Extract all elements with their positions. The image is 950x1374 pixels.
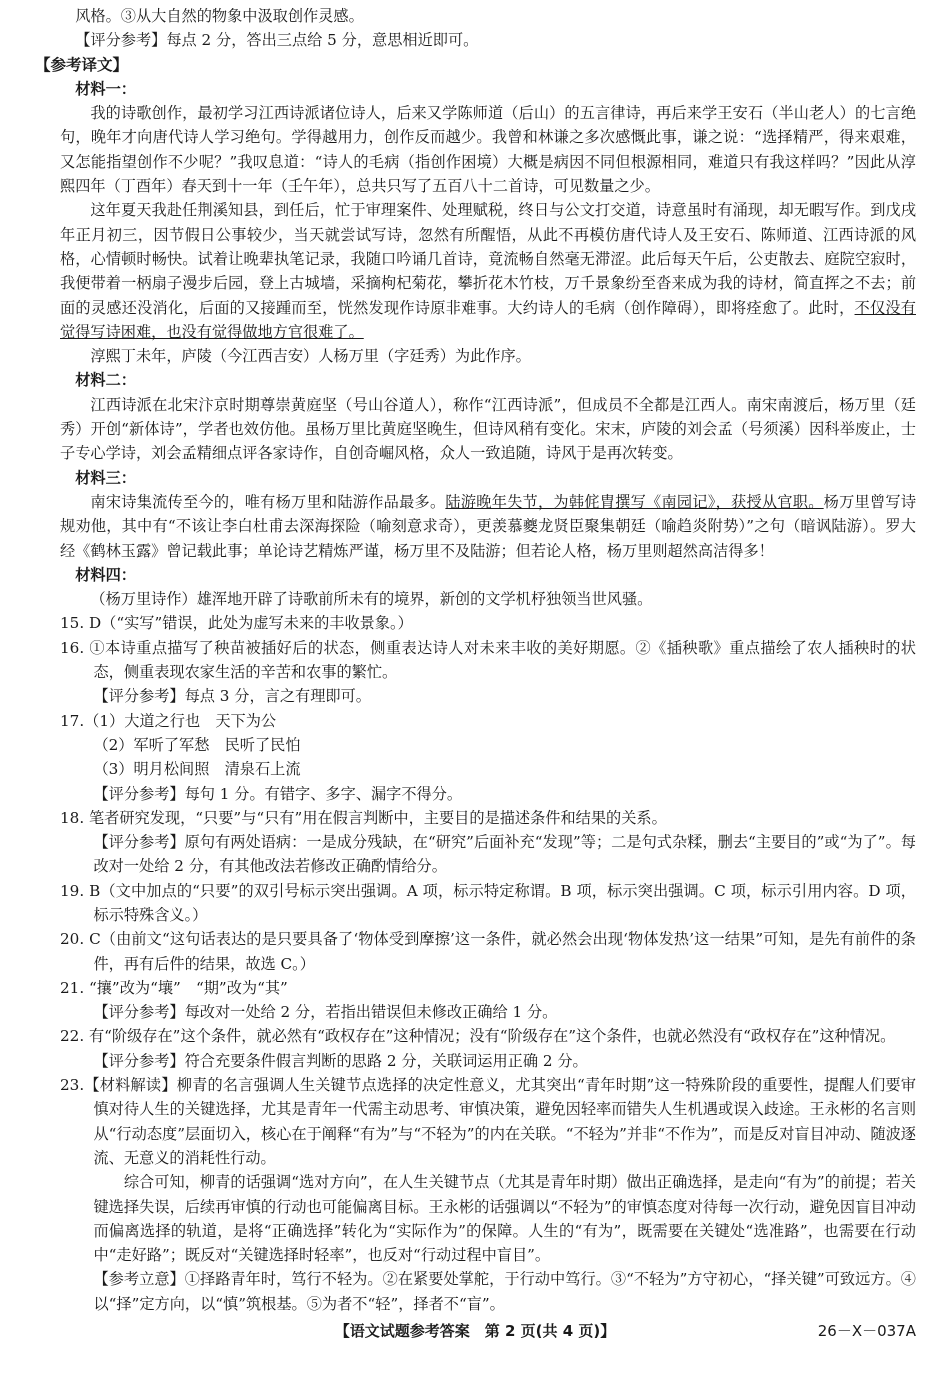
- answer-21: 21. “攘”改为“壤” “期”改为“其”: [60, 978, 288, 997]
- underlined-sentence: 不仅没有觉得写诗困难，也没有觉得做地方官很难了。: [60, 298, 916, 341]
- paragraph: 淳熙丁未年，庐陵（今江西吉安）人杨万里（字廷秀）为此作序。: [90, 347, 531, 366]
- answer-22: 22. 有“阶级存在”这个条件，就必然有“政权存在”这种情况；没有“阶级存在”这个条件，也就必然没有“政权存在”这种情况。: [60, 1027, 896, 1046]
- scoring-note: 【评分参考】每点 2 分，答出三点给 5 分，意思相近即可。: [75, 31, 479, 50]
- answer-17-item: （3）明月松间照 清泉石上流: [93, 760, 301, 779]
- material-title: 材料四：: [75, 565, 136, 584]
- material-title: 材料二：: [75, 371, 136, 390]
- answer-17: 17.（1）大道之行也 天下为公: [60, 711, 277, 730]
- answer-page: [35, 4, 917, 1316]
- scoring-note: 【评分参考】原句有两处语病：一是成分残缺，在“研究”后面补充“发现”等；二是句式杂糅，删去“主要目的”或“为了”。每改对一处给 2 分，有其他改法若修改正确酌情给分。: [93, 833, 916, 876]
- scoring-note: 【评分参考】符合充要条件假言判断的思路 2 分，关联词运用正确 2 分。: [93, 1051, 588, 1070]
- answer-18: 18. 笔者研究发现，“只要”与“只有”用在假言判断中，主要目的是描述条件和结果的关系。: [60, 808, 667, 827]
- underlined-sentence: 陆游晚年失节，为韩侂胄撰写《南园记》，获授从官职。: [445, 492, 824, 511]
- scoring-note: 【评分参考】每点 3 分，言之有理即可。: [93, 687, 371, 706]
- answer-20: 20. C（由前文“这句话表达的是只要具备了‘物体受到摩擦’这一条件，就必然会出现‘物体发热’这一结果”可知，是先有前件的条件，再有后件的结果，故选 C。）: [60, 930, 916, 973]
- section-heading: 【参考译文】: [35, 55, 129, 74]
- footer-code: 26－X－037A: [817, 1322, 916, 1340]
- paragraph: 我的诗歌创作，最初学习江西诗派诸位诗人，后来又学陈师道（后山）的五言律诗，再后来学王安石（半山老人）的七言绝句，晚年才向唐代诗人学习绝句。学得越用力，创作反而越少。我曾和林谦之多次感慨此事，谦之说：“选择精严，得来艰难，又怎能指望创作不少呢？”我叹息道：“诗人的毛病（指创作困境）大概是病因不同但根源相同，难道只有我这样吗？”因此从淳熙四年（丁酉年）春天到十一年（壬午年），总共只写了五百八十二首诗，可见数量之少。: [60, 104, 916, 196]
- paragraph: 综合可知，柳青的话强调“选对方向”，在人生关键节点（尤其是青年时期）做出正确选择，是走向“有为”的前提；若关键选择失误，后续再审慎的行动也可能偏离目标。王永彬的话强调以“不轻为”的审慎态度对待每一次行动，避免因盲目冲动而偏离选择的轨道，是将“正确选择”转化为“实际作为”的保障。人生的“有为”，既需要在关键处“选准路”，也需要在行动中“走好路”；既反对“关键选择时轻率”，也反对“行动过程中盲目”。: [93, 1173, 916, 1265]
- paragraph: [60, 490, 916, 563]
- page-footer: [0, 1320, 950, 1350]
- answer-16: 16. ①本诗重点描写了秧苗被插好后的状态，侧重表达诗人对未来丰收的美好期愿。②《插秧歌》重点描绘了农人插秧时的状态，侧重表现农家生活的辛苦和农事的繁忙。: [60, 638, 916, 682]
- paragraph: 江西诗派在北宋汴京时期尊崇黄庭坚（号山谷道人），称作“江西诗派”，但成员不全都是江西人。南宋南渡后，杨万里（廷秀）开创“新体诗”，学者也效仿他。虽杨万里比黄庭坚晚生，但诗风稍有变化。宋末，庐陵的刘会孟（号须溪）因科举废止，士子专心学诗，刘会孟精细点评各家诗作，自创奇崛风格，众人一致追随，诗风于是再次转变。: [60, 395, 916, 463]
- answer-17-item: （2）军听了军愁 民听了民怕: [93, 735, 301, 754]
- answer-19: 19. B（文中加点的“只要”的双引号标示突出强调。A 项，标示特定称谓。B 项，标示突出强调。C 项，标示引用内容。D 项，标示特殊含义。）: [60, 881, 916, 924]
- paragraph: （杨万里诗作）雄浑地开辟了诗歌前所未有的境界，新创的文学机杼独领当世风骚。: [90, 590, 653, 609]
- paragraph-text: 杨万里曾写诗规劝他，其中有“不该让李白杜甫去深海探险（喻刻意求奇），更羡慕夔龙贤臣聚集朝廷（喻趋炎附势）”之句（暗讽陆游）。罗大经《鹤林玉露》曾记载此事；单论诗艺精炼严谨，杨万里不及陆游；但若论人格，杨万里则超然高洁得多！: [60, 492, 917, 560]
- footer-title: 【语文试题参考答案 第 2 页(共 4 页)】: [334, 1322, 616, 1340]
- material-title: 材料一：: [75, 79, 136, 98]
- material-title: 材料三：: [75, 468, 136, 487]
- reference-ideas: 【参考立意】①择路青年时，笃行不轻为。②在紧要处掌舵，于行动中笃行。③“不轻为”方守初心，“择关键”可致远方。④以“择”定方向，以“慎”筑根基。⑤为者不“轻”，择者不“盲”。: [93, 1270, 916, 1313]
- answer-15: 15. D（“实写”错误，此处为虚写未来的丰收景象。）: [60, 614, 413, 633]
- scoring-note: 【评分参考】每改对一处给 2 分，若指出错误但未修改正确给 1 分。: [93, 1003, 558, 1022]
- paragraph-text: 这年夏天我赴任荆溪知县，到任后，忙于审理案件、处理赋税，终日与公文打交道，诗意虽时有涌现，却无暇写作。到戊戌年正月初三，因节假日公事较少，当天就尝试写诗，忽然有所醒悟，从此不再模仿唐代诗人及王安石、陈师道、江西诗派的风格，心情顿时畅快。试着让晚辈执笔记录，我随口吟诵几首诗，竟流畅自然毫无滞涩。此后每天午后，公吏散去、庭院空寂时，我便带着一柄扇子漫步后园，登上古城墙，采摘枸杞菊花，攀折花木竹枝，万千景象纷至沓来成为我的诗材，简直挥之不去；前面的灵感还没消化，后面的又接踵而至，恍然发现作诗原非难事。大约诗人的毛病（创作障碍），即将痊愈了。此时，: [60, 201, 916, 317]
- paragraph-text: 南宋诗集流传至今的，唯有杨万里和陆游作品最多。: [90, 492, 446, 511]
- paragraph: [60, 198, 916, 344]
- answer-23: 23.【材料解读】柳青的名言强调人生关键节点选择的决定性意义，尤其突出“青年时期”这一特殊阶段的重要性，提醒人们要审慎对待人生的关键选择，尤其是青年一代需主动思考、审慎决策，避免因轻率而错失人生机遇或误入歧途。王永彬的名言则从“行动态度”层面切入，核心在于阐释“有为”与“不轻为”的内在关联。“不轻为”并非“不作为”，而是反对盲目冲动、随波逐流、无意义的消耗性行动。: [60, 1076, 916, 1167]
- scoring-note: 【评分参考】每句 1 分。有错字、多字、漏字不得分。: [93, 784, 463, 803]
- text-line: 风格。③从大自然的物象中汲取创作灵感。: [75, 7, 364, 25]
